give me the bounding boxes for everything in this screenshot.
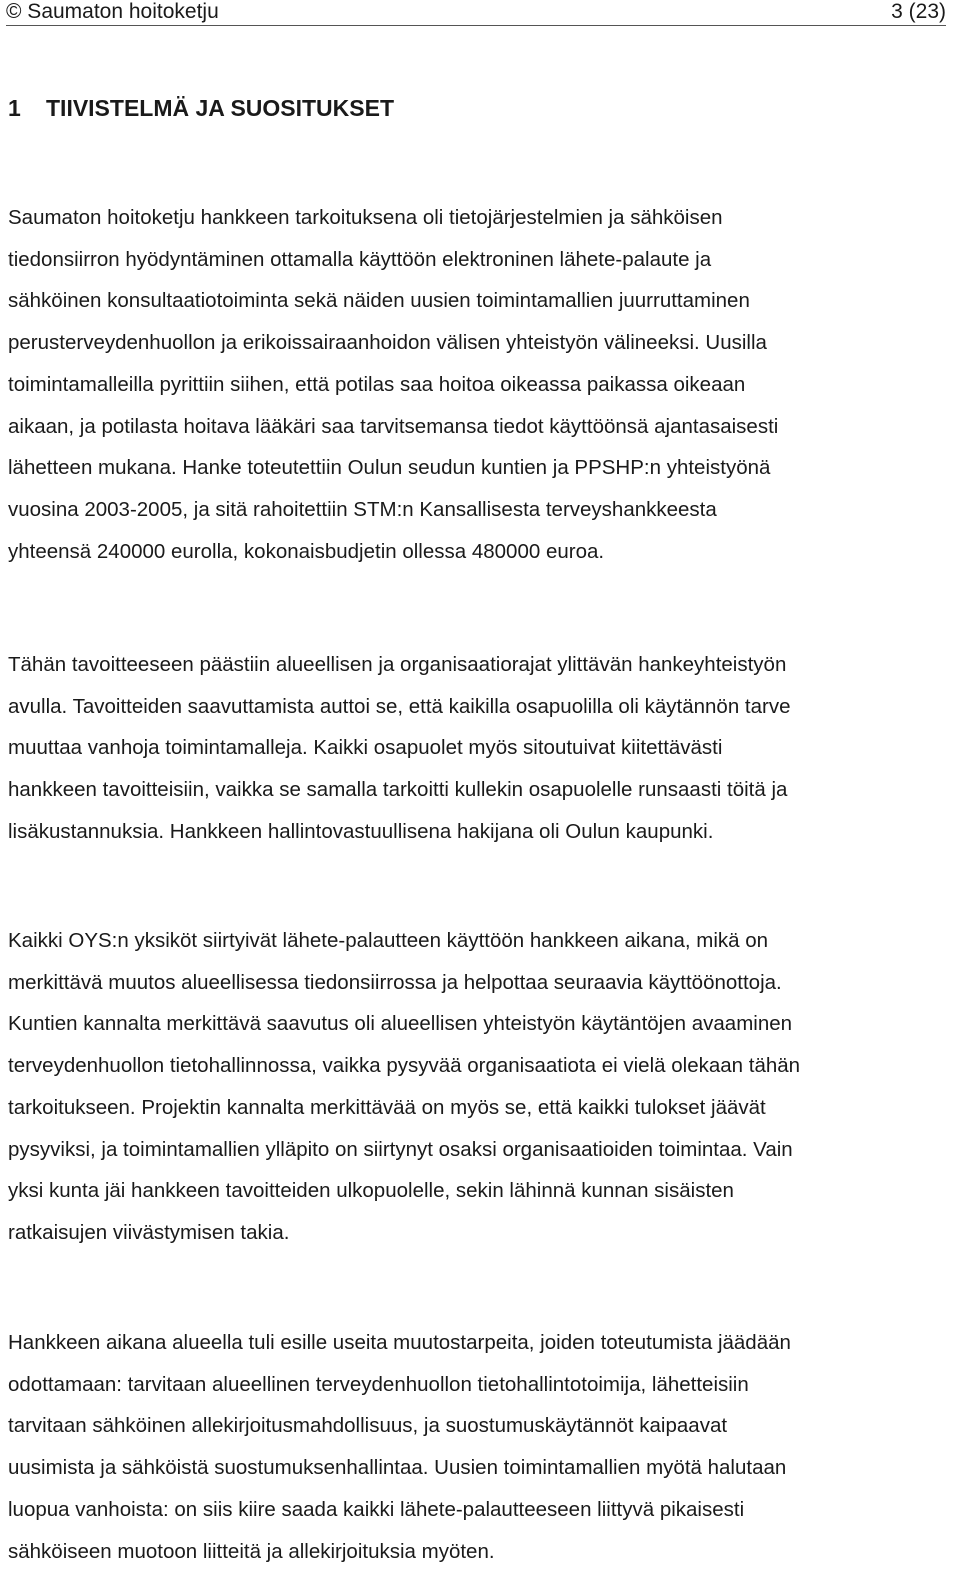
paragraph-results [8,920,950,1254]
text-line: hankkeen tavoitteisiin, vaikka se samalla tarkoitti kullekin osapuolelle runsaasti töitä ja [8,778,788,802]
text-line: tiedonsiirron hyödyntäminen ottamalla käyttöön elektroninen lähete-palaute ja [8,247,712,271]
text-line: perusterveydenhuollon ja erikoissairaanhoidon välisen yhteistyön välineeksi. Uusilla [8,331,767,355]
text-line: aikaan, ja potilasta hoitava lääkäri saa tarvitsemansa tiedot käyttöönsä ajantasaisesti [8,414,779,438]
section-title: TIIVISTELMÄ JA SUOSITUKSET [46,95,395,121]
text-line: Saumaton hoitoketju hankkeen tarkoituksena oli tietojärjestelmien ja sähköisen [8,206,723,229]
header-title: © Saumaton hoitoketju [6,0,219,23]
paragraph-cooperation [8,644,950,853]
text-line: Kuntien kannalta merkittävä saavutus oli alueellisen yhteistyön käytäntöjen avaaminen [8,1012,793,1036]
section-number: 1 [8,95,21,121]
text-line: yksi kunta jäi hankkeen tavoitteiden ulkopuolelle, sekin lähinnä kunnan sisäisten [8,1179,734,1203]
text-line: avulla. Tavoitteiden saavuttamista auttoi se, että kaikilla osapuolilla oli käytännön tarve [8,694,791,718]
text-line: pysyviksi, ja toimintamallien ylläpito on siirtynyt osaksi organisaatioiden toimintaa. Vain [8,1137,793,1161]
page-number: 3 (23) [891,0,946,23]
text-line: toimintamalleilla pyrittiin siihen, että potilas saa hoitoa oikeassa paikassa oikeaan [8,372,746,396]
text-line: odottamaan: tarvitaan alueellinen terveydenhuollon tietohallintotoimija, lähetteisiin [8,1372,749,1396]
text-line: tarkoitukseen. Projektin kannalta merkittävää on myös se, että kaikki tulokset jäävät [8,1095,766,1119]
text-line: lähetteen mukana. Hanke toteutettiin Oulun seudun kuntien ja PPSHP:n yhteistyönä [8,456,771,480]
text-line: ratkaisujen viivästymisen takia. [8,1220,290,1244]
text-line: yhteensä 240000 eurolla, kokonaisbudjetin ollessa 480000 euroa. [8,539,605,563]
text-line: Tähän tavoitteeseen päästiin alueellisen ja organisaatiorajat ylittävän hankeyhteistyön [8,653,787,676]
text-line: tarvitaan sähköinen allekirjoitusmahdollisuus, ja suostumuskäytännöt kaipaavat [8,1414,728,1438]
text-line: sähköinen konsultaatiotoiminta sekä näiden uusien toimintamallien juurruttaminen [8,289,750,313]
text-line: merkittävä muutos alueellisessa tiedonsiirrossa ja helpottaa seuraavia käyttöönottoja. [8,970,782,994]
text-line: Kaikki OYS:n yksiköt siirtyivät lähete-palautteen käyttöön hankkeen aikana, mikä on [8,929,769,952]
paragraph-needs [8,1322,950,1572]
text-line: vuosina 2003-2005, ja sitä rahoitettiin STM:n Kansallisesta terveyshankkeesta [8,497,717,521]
text-line: luopua vanhoista: on siis kiire saada kaikki lähete-palautteeseen liittyvä pikaisesti [8,1497,745,1521]
section-heading [8,93,394,123]
text-line: Hankkeen aikana alueella tuli esille useita muutostarpeita, joiden toteutumista jäädään [8,1331,791,1354]
text-line: uusimista ja sähköistä suostumuksenhallintaa. Uusien toimintamallien myötä halutaan [8,1456,787,1480]
text-line: sähköiseen muotoon liitteitä ja allekirjoituksia myöten. [8,1539,495,1563]
running-header [6,0,946,26]
text-line: lisäkustannuksia. Hankkeen hallintovastuullisena hakijana oli Oulun kaupunki. [8,819,714,843]
paragraph-summary [8,197,950,572]
text-line: muuttaa vanhoja toimintamalleja. Kaikki osapuolet myös sitoutuivat kiitettävästi [8,736,723,760]
text-line: terveydenhuollon tietohallinnossa, vaikka pysyvää organisaatiota ei vielä olekaan tähän [8,1054,801,1078]
